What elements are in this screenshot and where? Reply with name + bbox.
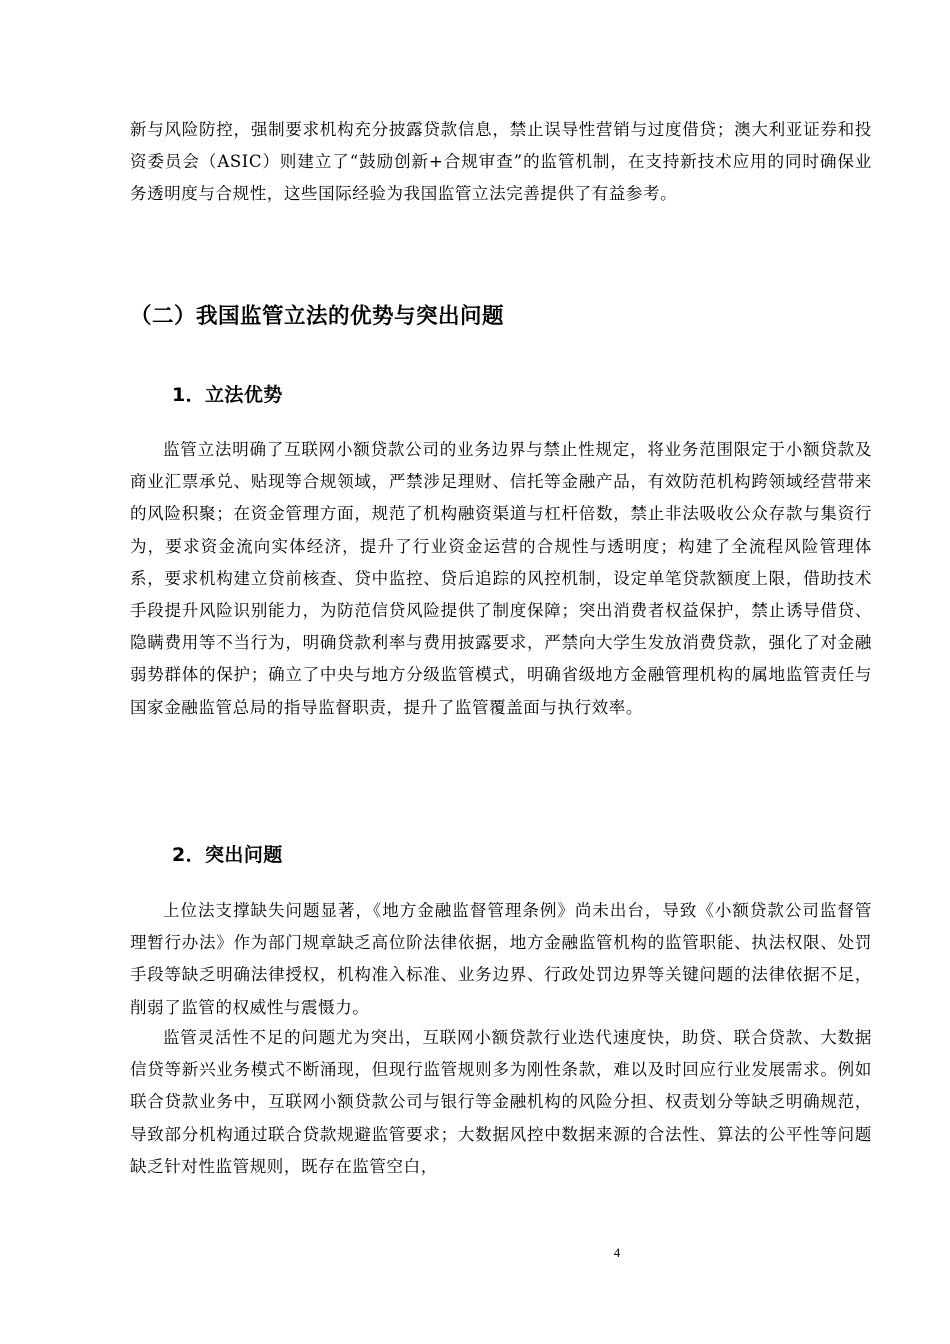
continuation-paragraph: 新与风险防控，强制要求机构充分披露贷款信息，禁止误导性营销与过度借贷；澳大利亚证券和投资委员会（ASIC）则建立了“鼓励创新+合规审查”的监管机制，在支持新技术应用的同时确保业务透明度与合规性，这些国际经验为我国监管立法完善提供了有益参考。 <box>130 120 872 204</box>
subsection-heading-problems: 2．突出问题 <box>172 844 283 866</box>
page-number: 4 <box>613 1245 621 1260</box>
page-number-container <box>0 1245 822 1261</box>
problems-paragraph-1: 上位法支撑缺失问题显著，《地方金融监督管理条例》尚未出台，导致《小额贷款公司监督管理暂行办法》作为部门规章缺乏高位阶法律依据，地方金融监管机构的监管职能、执法权限、处罚手段等缺乏明确法律授权，机构准入标准、业务边界、行政处罚边界等关键问题的法律依据不足，削弱了监管的权威性与震慑力。 <box>130 901 872 1017</box>
subsection-heading-advantages: 1．立法优势 <box>172 384 283 406</box>
section-heading: （二）我国监管立法的优势与突出问题 <box>130 304 505 329</box>
problems-paragraph-2: 监管灵活性不足的问题尤为突出，互联网小额贷款行业迭代速度快，助贷、联合贷款、大数据信贷等新兴业务模式不断涌现，但现行监管规则多为刚性条款，难以及时回应行业发展需求。例如联合贷款业务中，互联网小额贷款公司与银行等金融机构的风险分担、权责划分等缺乏明确规范，导致部分机构通过联合贷款规避监管要求；大数据风控中数据来源的合法性、算法的公平性等问题缺乏针对性监管规则，既存在监管空白， <box>130 1028 872 1176</box>
advantages-paragraph: 监管立法明确了互联网小额贷款公司的业务边界与禁止性规定，将业务范围限定于小额贷款及商业汇票承兑、贴现等合规领域，严禁涉足理财、信托等金融产品，有效防范机构跨领域经营带来的风险积聚；在资金管理方面，规范了机构融资渠道与杠杆倍数，禁止非法吸收公众存款与集资行为，要求资金流向实体经济，提升了行业资金运营的合规性与透明度；构建了全流程风险管理体系，要求机构建立贷前核查、贷中监控、贷后追踪的风控机制，设定单笔贷款额度上限，借助技术手段提升风险识别能力，为防范信贷风险提供了制度保障；突出消费者权益保护，禁止诱导借贷、隐瞒费用等不当行为，明确贷款利率与费用披露要求，严禁向大学生发放消费贷款，强化了对金融弱势群体的保护；确立了中央与地方分级监管模式，明确省级地方金融管理机构的属地监管责任与国家金融监管总局的指导监督职责，提升了监管覆盖面与执行效率。 <box>130 440 872 717</box>
